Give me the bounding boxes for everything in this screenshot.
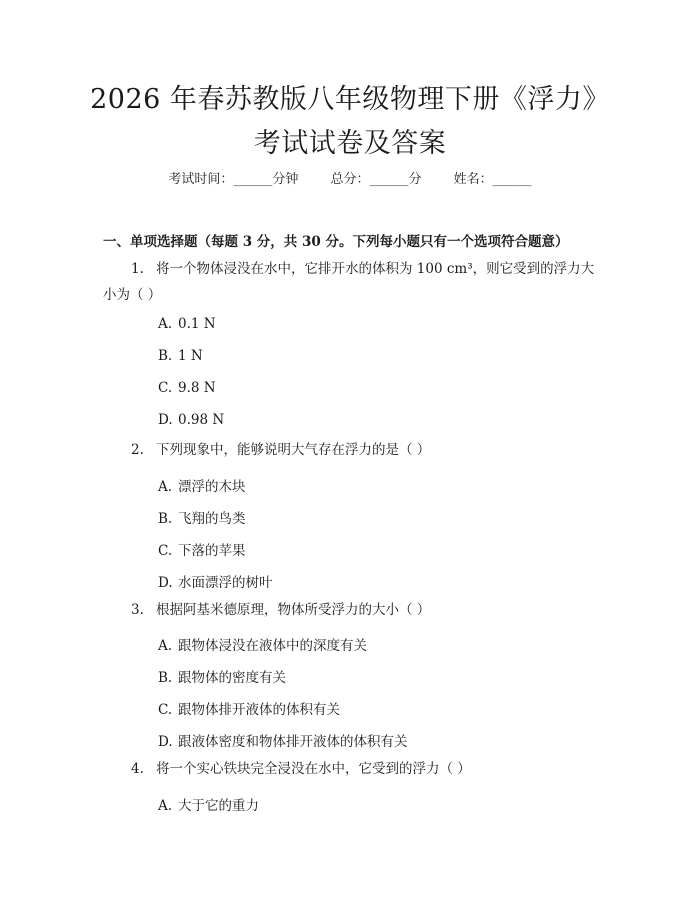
option-2c bbox=[158, 539, 246, 559]
option-letter: D. bbox=[158, 734, 173, 750]
option-letter: C. bbox=[158, 543, 173, 559]
option-1b bbox=[158, 348, 203, 364]
option-4a bbox=[158, 794, 259, 814]
question-text: 将一个实心铁块完全浸没在水中，它受到的浮力（ ） bbox=[156, 761, 471, 777]
option-3b bbox=[158, 666, 286, 686]
option-3d bbox=[158, 730, 408, 750]
option-letter: A. bbox=[158, 638, 173, 654]
option-2b bbox=[158, 507, 246, 527]
option-text: 大于它的重力 bbox=[178, 798, 259, 814]
student-name-label: 姓名：______ bbox=[453, 172, 532, 187]
question-number: 1. bbox=[131, 261, 144, 277]
question-3 bbox=[103, 597, 598, 623]
total-score-label: 总分：______分 bbox=[330, 172, 422, 187]
exam-time-label: 考试时间：______分钟 bbox=[168, 172, 299, 187]
question-number: 4. bbox=[131, 761, 144, 777]
option-letter: B. bbox=[158, 511, 173, 527]
option-text: 跟物体浸没在液体中的深度有关 bbox=[178, 638, 367, 654]
option-1a bbox=[158, 316, 216, 332]
question-text: 将一个物体浸没在水中，它排开水的体积为 100 cm³，则它受到的浮力大小为（ ） bbox=[103, 261, 595, 303]
option-letter: B. bbox=[158, 348, 173, 364]
exam-meta bbox=[0, 168, 700, 187]
option-text: 跟物体的密度有关 bbox=[178, 670, 286, 686]
option-letter: A. bbox=[158, 479, 173, 495]
question-text: 根据阿基米德原理，物体所受浮力的大小（ ） bbox=[156, 602, 431, 618]
option-letter: D. bbox=[158, 412, 173, 428]
option-letter: C. bbox=[158, 702, 173, 718]
option-text: 跟物体排开液体的体积有关 bbox=[178, 702, 340, 718]
option-1d bbox=[158, 412, 224, 428]
page-title: 2026 年春苏教版八年级物理下册《浮力》考试试卷及答案 bbox=[90, 84, 610, 159]
option-text: 1 N bbox=[178, 348, 203, 364]
option-letter: B. bbox=[158, 670, 173, 686]
option-3c bbox=[158, 698, 340, 718]
question-number: 3. bbox=[131, 602, 144, 618]
option-letter: A. bbox=[158, 316, 173, 332]
option-text: 下落的苹果 bbox=[178, 543, 246, 559]
option-text: 跟液体密度和物体排开液体的体积有关 bbox=[178, 734, 408, 750]
option-text: 0.98 N bbox=[178, 412, 225, 428]
question-number: 2. bbox=[131, 442, 144, 458]
option-letter: D. bbox=[158, 575, 173, 591]
option-text: 0.1 N bbox=[178, 316, 216, 332]
option-text: 9.8 N bbox=[178, 380, 216, 396]
option-text: 漂浮的木块 bbox=[178, 479, 246, 495]
question-1 bbox=[103, 256, 598, 308]
option-text: 飞翔的鸟类 bbox=[178, 511, 246, 527]
option-text: 水面漂浮的树叶 bbox=[178, 575, 273, 591]
question-4 bbox=[103, 756, 598, 782]
option-2a bbox=[158, 475, 246, 495]
option-letter: C. bbox=[158, 380, 173, 396]
section-heading: 一、单项选择题（每题 3 分，共 30 分。下列每小题只有一个选项符合题意） bbox=[103, 234, 569, 250]
option-1c bbox=[158, 380, 216, 396]
question-text: 下列现象中，能够说明大气存在浮力的是（ ） bbox=[156, 442, 431, 458]
option-letter: A. bbox=[158, 798, 173, 814]
option-3a bbox=[158, 634, 367, 654]
option-2d bbox=[158, 571, 273, 591]
question-2 bbox=[103, 437, 598, 463]
